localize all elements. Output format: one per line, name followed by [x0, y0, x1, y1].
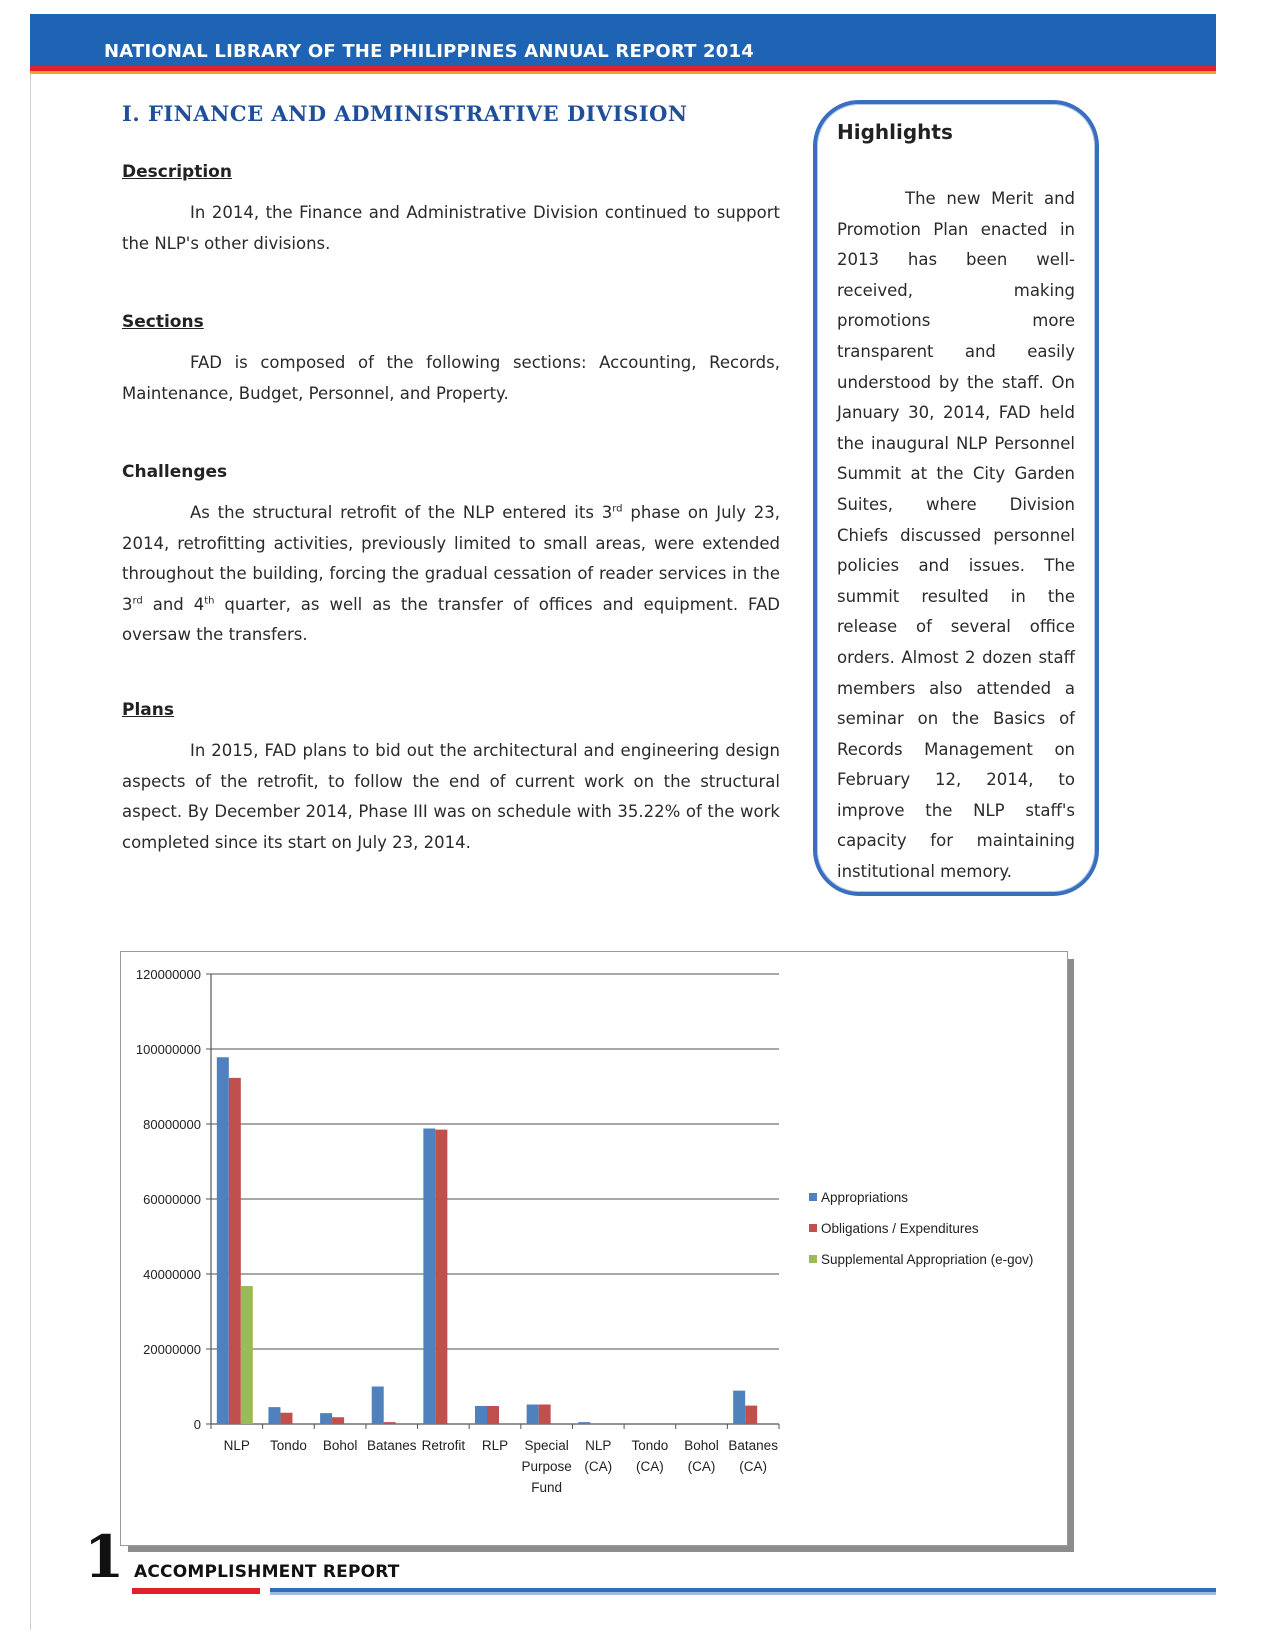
bar — [733, 1391, 745, 1424]
highlights-text: The new Merit and Promotion Plan enacted in 2013 has been well-received, making promotions more transparent and easily understood by the staff. On January 30, 2014, FAD held the inaugural NLP Personnel Summit at the City Garden Suites, where Division Chiefs discussed personnel policies and issues. The summit resulted in the release of several office orders. Almost 2 dozen staff members also attended a seminar on the Basics of Records Management on February 12, 2014, to improve the NLP staff's capacity for maintaining institutional memory. — [837, 189, 1075, 882]
footer-title: ACCOMPLISHMENT REPORT — [134, 1562, 400, 1582]
x-tick-label: Bohol — [322, 1438, 358, 1453]
x-tick-label: NLP — [223, 1438, 250, 1453]
bar — [475, 1406, 487, 1424]
bar — [527, 1405, 539, 1425]
legend-swatch — [809, 1255, 817, 1263]
bar — [372, 1387, 384, 1425]
y-tick-label: 100000000 — [135, 1042, 201, 1057]
legend-label: Supplemental Appropriation (e-gov) — [821, 1252, 1034, 1267]
y-tick-label: 120000000 — [135, 967, 201, 982]
x-tick-label: Bohol (CA) — [684, 1438, 719, 1474]
legend-label: Appropriations — [821, 1190, 909, 1205]
section-title: I. FINANCE AND ADMINISTRATIVE DIVISION — [122, 101, 688, 126]
highlights-title: Highlights — [837, 120, 953, 144]
bar — [745, 1406, 757, 1424]
highlights-box — [813, 100, 1099, 896]
bar — [578, 1422, 590, 1424]
y-tick-label: 80000000 — [143, 1117, 201, 1132]
challenges-heading: Challenges — [122, 462, 228, 482]
legend-swatch — [809, 1193, 817, 1201]
x-tick-label: NLP (CA) — [584, 1438, 613, 1474]
sections-heading: Sections — [122, 312, 204, 332]
plans-text: In 2015, FAD plans to bid out the architectural and engineering design aspects of the retrofit, to follow the end of current work on the structural aspect. By December 2014, Phase III was on schedule with 35.22% of the work completed since its start on July 23, 2014. — [122, 741, 780, 852]
report-title: NATIONAL LIBRARY OF THE PHILIPPINES ANNUAL REPORT 2014 — [104, 41, 754, 62]
description-text: In 2014, the Finance and Administrative Division continued to support the NLP's other divisions. — [122, 203, 780, 253]
challenges-text: As the structural retrofit of the NLP entered its 3rd phase on July 23, 2014, retrofitting activities, previously limited to small areas, were extended throughout the building, forcing the gradual cessation of reader services in the 3rd and 4th quarter, as well as the transfer of offices and equipment. FAD oversaw the transfers. — [122, 503, 780, 644]
x-tick-label: Batanes — [366, 1438, 417, 1453]
sections-text: FAD is composed of the following sections: Accounting, Records, Maintenance, Budget, Personnel, and Property. — [122, 353, 780, 403]
bar — [229, 1078, 241, 1424]
y-tick-label: 20000000 — [143, 1342, 201, 1357]
x-tick-label: Special Purpose Fund — [521, 1438, 572, 1495]
x-tick-label: Retrofit — [421, 1438, 466, 1453]
bar — [217, 1057, 229, 1424]
bar — [241, 1286, 253, 1424]
footer-light-blue-stripe — [270, 1592, 1216, 1595]
header-yellow-stripe — [30, 71, 1216, 74]
page-number: 1 — [84, 1523, 125, 1591]
y-tick-label: 60000000 — [143, 1192, 201, 1207]
y-tick-label: 0 — [193, 1417, 201, 1432]
bar — [539, 1405, 551, 1425]
x-tick-label: Batanes (CA) — [728, 1438, 778, 1474]
bar — [332, 1417, 344, 1424]
plans-heading: Plans — [122, 700, 174, 720]
x-tick-label: Tondo (CA) — [631, 1438, 669, 1474]
legend-swatch — [809, 1224, 817, 1232]
y-tick-label: 40000000 — [143, 1267, 201, 1282]
bar — [487, 1406, 499, 1424]
x-tick-label: RLP — [481, 1438, 509, 1453]
bar — [268, 1407, 280, 1424]
x-tick-label: Tondo — [270, 1438, 307, 1453]
bar — [384, 1422, 396, 1424]
budget-chart — [120, 951, 1068, 1546]
bar — [320, 1413, 332, 1424]
description-heading: Description — [122, 162, 232, 182]
page-left-rule — [30, 20, 31, 1630]
legend-label: Obligations / Expenditures — [821, 1221, 979, 1236]
bar — [280, 1413, 292, 1424]
footer-red-stripe — [132, 1588, 260, 1594]
bar — [423, 1129, 435, 1425]
budget-chart-svg — [121, 952, 1067, 1545]
bar — [435, 1130, 447, 1424]
